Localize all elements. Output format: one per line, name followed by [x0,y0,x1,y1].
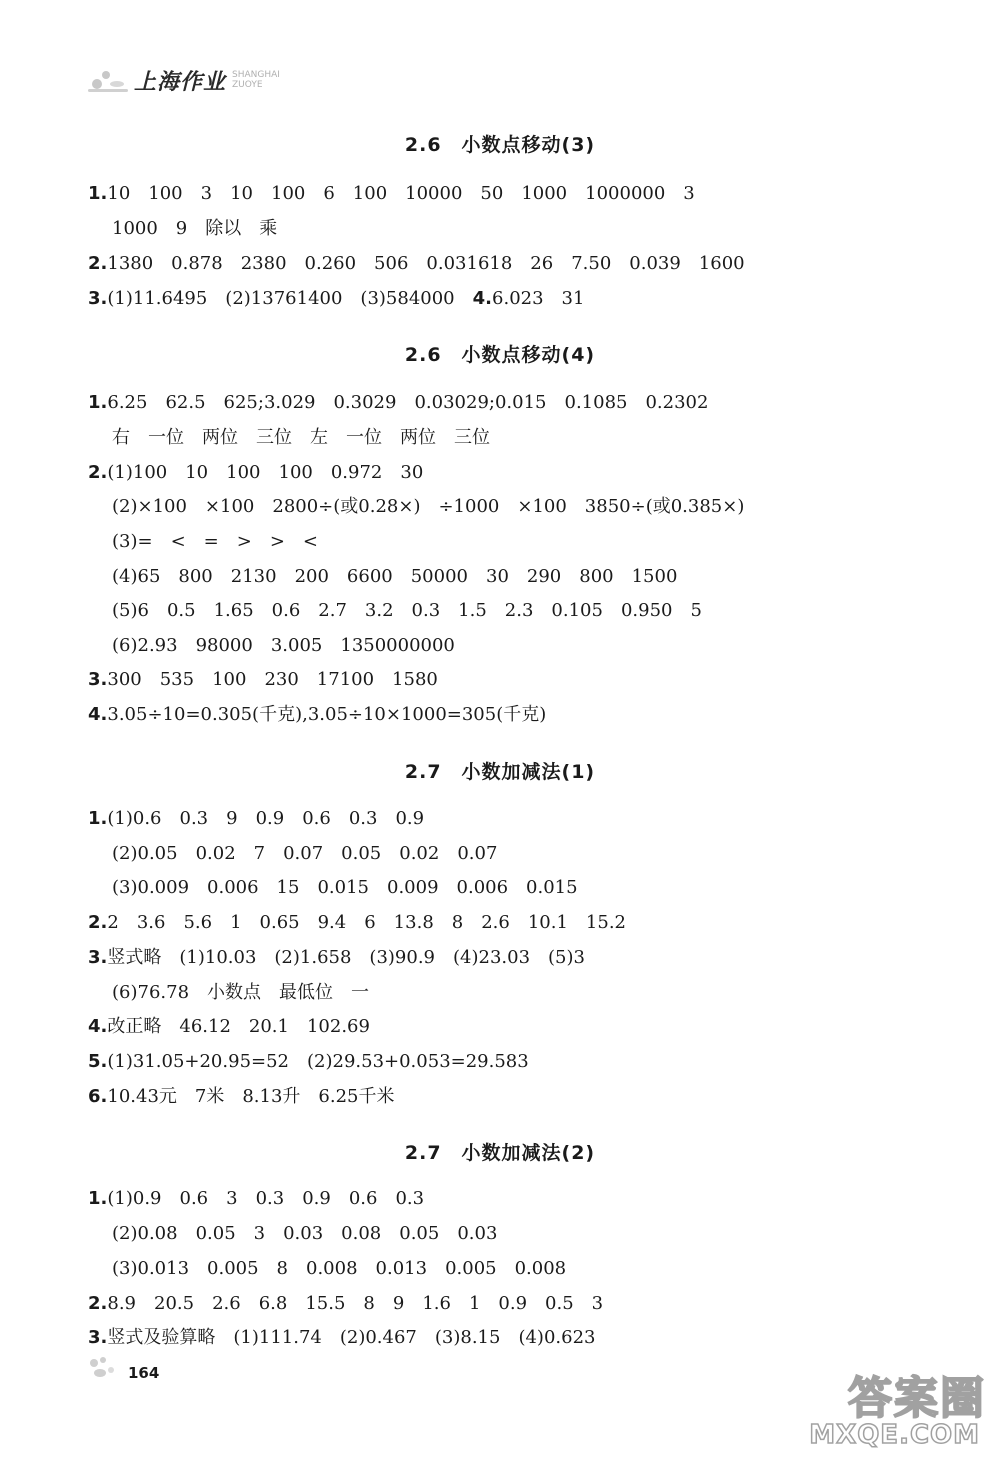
answer-text: (2)×100 ×100 2800÷(或0.28×) ÷1000 ×100 3850÷(或0.385×) [112,496,745,517]
question-number: 3. [88,1327,108,1348]
watermark-url: MXQE.COM [809,1420,980,1450]
answer-text: (1)100 10 100 100 0.972 30 [107,462,424,483]
header-title: 上海作业 [134,69,227,95]
answer-line [88,807,424,831]
answer-text: 2 3.6 5.6 1 0.65 9.4 6 13.8 8 2.6 10.1 15.2 [107,912,626,933]
answer-line [112,842,497,866]
answer-text: (2)0.08 0.05 3 0.03 0.08 0.05 0.03 [112,1223,498,1244]
answer-line [112,426,490,450]
answer-line [112,876,578,900]
watermark-logo [756,1362,986,1452]
answer-text: 3.05÷10=0.305(千克),3.05÷10×1000=305(千克) [107,704,547,725]
page-number: 164 [128,1364,160,1382]
answer-line [112,1222,497,1246]
answer-text: 10.43元 7米 8.13升 6.25千米 [107,1086,395,1107]
question-number: 1. [88,183,108,204]
answer-line [88,252,745,276]
answer-line [88,911,626,935]
answer-line [112,1257,566,1281]
answer-line [112,599,702,623]
question-number: 2. [88,912,108,933]
answer-text: 1380 0.878 2380 0.260 506 0.031618 26 7.50 0.039 1600 [107,253,745,274]
footer-decoration-icon [88,1355,124,1385]
section-title: 2.6 小数点移动(3) [404,134,596,156]
watermark-main-text: 答案圈 [848,1373,986,1424]
answer-text: 8.9 20.5 2.6 6.8 15.5 8 9 1.6 1 0.9 0.5 3 [107,1293,604,1314]
answer-text: (6)2.93 98000 3.005 1350000000 [112,635,455,656]
answer-text: 10 100 3 10 100 6 100 10000 50 1000 1000000 3 [107,183,695,204]
answer-text: 右 一位 两位 三位 左 一位 两位 三位 [112,427,490,448]
question-number: 2. [88,253,108,274]
answer-text: 改正略 46.12 20.1 102.69 [107,1016,370,1037]
answer-line [88,461,423,485]
section-title: 2.6 小数点移动(4) [404,344,596,366]
answer-line [88,1292,603,1316]
answer-line [88,1015,370,1039]
answer-line [112,530,318,554]
question-number: 2. [88,462,108,483]
question-number: 4. [472,288,493,309]
answer-text: 6.25 62.5 625;3.029 0.3029 0.03029;0.015 0.1085 0.2302 [107,392,709,413]
page-header [88,60,282,100]
answer-text: (1)11.6495 (2)13761400 (3)584000 [107,288,473,309]
question-number: 1. [88,808,108,829]
answer-text: 1000 9 除以 乘 [112,218,278,239]
question-number: 1. [88,1188,108,1209]
question-number: 5. [88,1051,108,1072]
answer-text: (6)76.78 小数点 最低位 一 [112,982,370,1003]
answer-line [112,495,744,519]
answer-line [88,946,585,970]
answer-text: (3)0.013 0.005 8 0.008 0.013 0.005 0.008 [112,1258,567,1279]
answer-line [112,217,277,241]
section-title: 2.7 小数加减法(1) [404,761,596,783]
answer-line [88,1050,529,1074]
answer-text: (3)= < = > > < [112,531,318,552]
answer-text: (5)6 0.5 1.65 0.6 2.7 3.2 0.3 1.5 2.3 0.105 0.950 5 [112,600,702,621]
answer-line [112,565,677,589]
answer-line [112,634,455,658]
header-decoration-icon [88,65,130,95]
answer-line [112,981,369,1005]
answer-text: (1)0.6 0.3 9 0.9 0.6 0.3 0.9 [107,808,425,829]
question-number: 6. [88,1086,108,1107]
answer-text: 竖式略 (1)10.03 (2)1.658 (3)90.9 (4)23.03 (5)3 [107,947,585,968]
section-title: 2.7 小数加减法(2) [404,1142,596,1164]
answer-line [88,287,584,311]
answer-line [88,668,438,692]
question-number: 1. [88,392,108,413]
answer-line [88,182,695,206]
answer-text: (2)0.05 0.02 7 0.07 0.05 0.02 0.07 [112,843,498,864]
answer-text: (1)31.05+20.95=52 (2)29.53+0.053=29.583 [107,1051,529,1072]
question-number: 4. [88,704,108,725]
answer-text: 300 535 100 230 17100 1580 [107,669,438,690]
question-number: 2. [88,1293,108,1314]
answer-text: 6.023 31 [492,288,585,309]
answer-line [88,1187,424,1211]
header-subtitle: SHANGHAI ZUOYE [232,70,280,90]
answer-text: (1)0.9 0.6 3 0.3 0.9 0.6 0.3 [107,1188,425,1209]
answer-text: (4)65 800 2130 200 6600 50000 30 290 800 1500 [112,566,678,587]
answer-line [88,703,546,727]
answer-line [88,1085,395,1109]
answer-text: (3)0.009 0.006 15 0.015 0.009 0.006 0.015 [112,877,578,898]
question-number: 4. [88,1016,108,1037]
answer-line [88,1326,595,1350]
question-number: 3. [88,288,108,309]
question-number: 3. [88,669,108,690]
answer-line [88,391,708,415]
question-number: 3. [88,947,108,968]
answer-text: 竖式及验算略 (1)111.74 (2)0.467 (3)8.15 (4)0.623 [107,1327,596,1348]
